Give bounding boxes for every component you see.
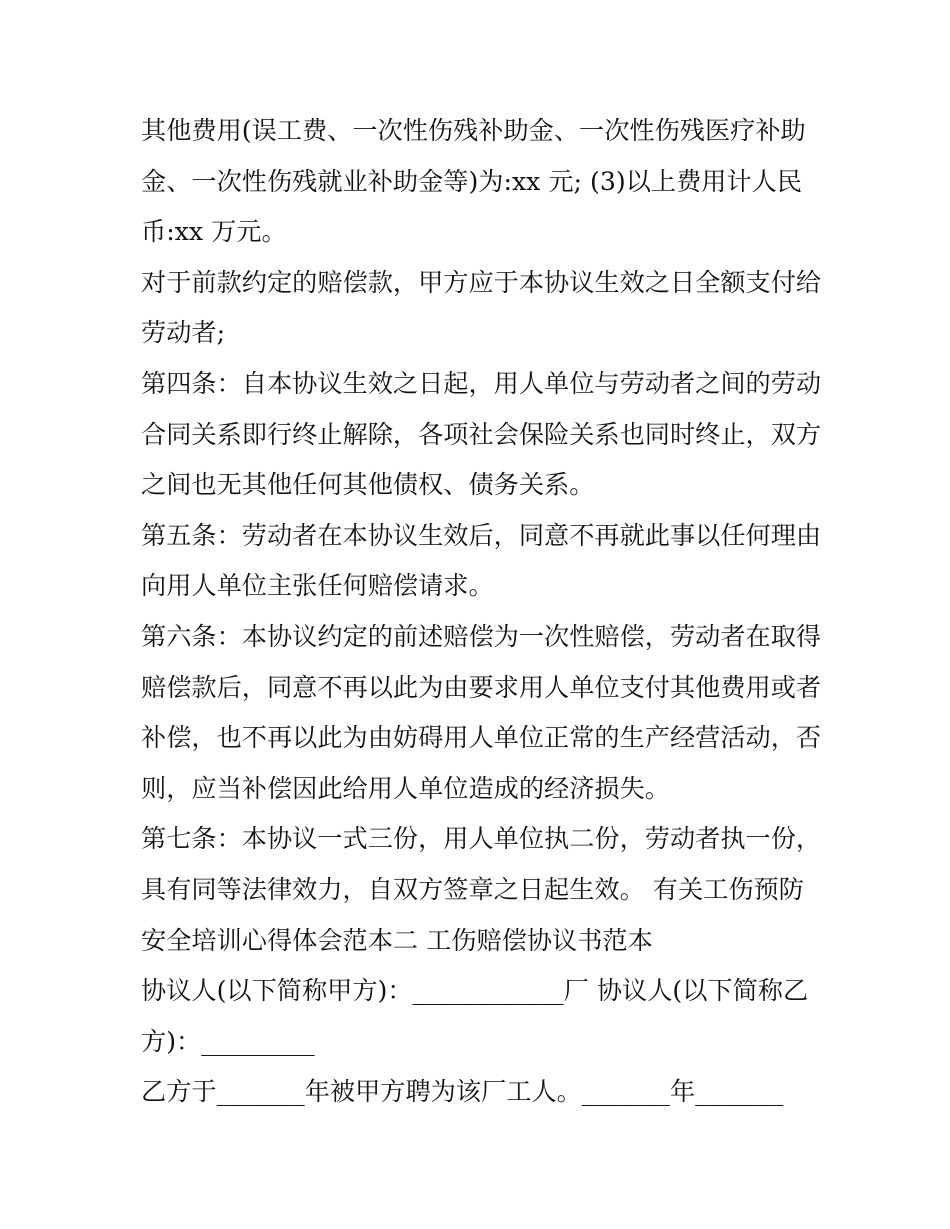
text-line: 协议人(以下简称甲方)：____________厂 协议人(以下简称乙	[141, 976, 809, 1006]
text-line: 第五条：劳动者在本协议生效后，同意不再就此事以任何理由	[141, 520, 822, 550]
text-line: 第六条：本协议约定的前述赔偿为一次性赔偿，劳动者在取得	[141, 621, 822, 651]
text-line: 合同关系即行终止解除，各项社会保险关系也同时终止，双方	[141, 419, 822, 449]
text-line: 安全培训心得体会范本二 工伤赔偿协议书范本	[141, 925, 653, 955]
text-line: 之间也无其他任何其他债权、债务关系。	[141, 470, 595, 500]
text-line: 对于前款约定的赔偿款，甲方应于本协议生效之日全额支付给	[141, 267, 822, 297]
text-line: 赔偿款后，同意不再以此为由要求用人单位支付其他费用或者	[141, 672, 822, 702]
text-line: 劳动者;	[141, 318, 226, 348]
text-line: 金、一次性伤残就业补助金等)为:xx 元; (3)以上费用计人民	[141, 166, 803, 196]
text-line: 补偿，也不再以此为由妨碍用人单位正常的生产经营活动，否	[141, 723, 822, 753]
text-line: 其他费用(误工费、一次性伤残补助金、一次性伤残医疗补助	[141, 116, 806, 145]
text-line: 具有同等法律效力，自双方签章之日起生效。 有关工伤预防	[141, 874, 804, 904]
text-line: 方)：_________	[141, 1026, 315, 1056]
text-line: 乙方于_______年被甲方聘为该厂工人。_______年_______	[141, 1077, 784, 1107]
text-line: 第七条：本协议一式三份，用人单位执二份，劳动者执一份，	[141, 824, 822, 854]
text-line: 第四条：自本协议生效之日起，用人单位与劳动者之间的劳动	[141, 368, 822, 398]
text-line: 则，应当补偿因此给用人单位造成的经济损失。	[141, 773, 670, 803]
text-line: 币:xx 万元。	[141, 217, 287, 247]
text-line: 向用人单位主张任何赔偿请求。	[141, 571, 494, 601]
document-body	[141, 106, 831, 1118]
